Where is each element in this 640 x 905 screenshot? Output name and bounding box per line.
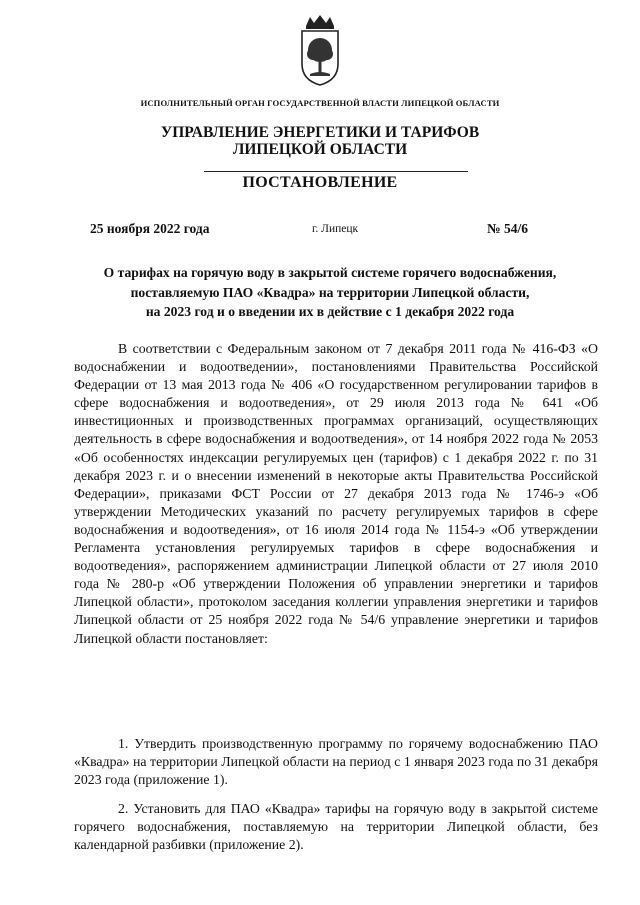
item-2-text: 2. Установить для ПАО «Квадра» тарифы на горячую воду в закрытой системе горячего водоснабжения, поставляемую на территории Липецкой области, без календарной разбивки (приложение 2). [74, 801, 598, 853]
document-date: 25 ноября 2022 года [90, 221, 210, 236]
document-number: № 54/6 [487, 221, 528, 236]
department-line-1: УПРАВЛЕНИЕ ЭНЕРГЕТИКИ И ТАРИФОВ [160, 124, 480, 141]
preamble-text: В соответствии с Федеральным законом от 7 декабря 2011 года № 416-ФЗ «О водоснабжении и водоотведении», постановлениями Правительства Российской Федерации от 13 мая 2013 года № 406 «О государственном регулировании тарифов в сфере водоснабжения и водоотведения», от 29 июля 2013 года № 641 «Об инвестиционных и производственных программах организаций, осуществляющих деятельность в сфере водоснабжения и водоотведения», от 14 ноября 2022 года № 2053 «Об особенностях индексации регулируемых цен (тарифов) с 1 декабря 2022 г. по 31 декабря 2023 г. и о внесении изменений в некоторые акты Правительства Российской Федерации», приказами ФСТ России от 27 декабря 2013 года № 1746-э «Об утверждении Методических указаний по расчету регулируемых тарифов в сфере водоснабжения и водоотведения», от 16 июля 2014 года № 1154-э «Об утверждении Регламента установления регулируемых тарифов в сфере водоснабжения и водоотведения», распоряжением администрации Липецкой области от 27 июля 2010 года № 280-р «Об утверждении Положения об управлении энергетики и тарифов Липецкой области», протоколом заседания коллегии управления энергетики и тарифов Липецкой области от 25 ноября 2022 года № 54/6 управление энергетики и тарифов Липецкой области постановляет: [74, 341, 598, 646]
subject-line-1: О тарифах на горячую воду в закрытой системе горячего водоснабжения, [103, 265, 557, 280]
department-name [0, 124, 640, 158]
subject-line-2: поставляемую ПАО «Квадра» на территории Липецкой области, [130, 284, 530, 300]
item-2-paragraph [74, 800, 598, 854]
authority-name: ИСПОЛНИТЕЛЬНЫЙ ОРГАН ГОСУДАРСТВЕННОЙ ВЛАСТИ ЛИПЕЦКОЙ ОБЛАСТИ [140, 98, 500, 108]
item-1-paragraph [74, 735, 598, 789]
header-divider [204, 171, 468, 172]
document-type: ПОСТАНОВЛЕНИЕ [242, 174, 398, 191]
coat-of-arms-icon [298, 14, 342, 86]
document-subject [60, 263, 600, 322]
subject-line-3: на 2023 год и о введении их в действие с 1 декабря 2022 года [145, 304, 515, 319]
item-1-text: 1. Утвердить производственную программу по горячему водоснабжению ПАО «Квадра» на территории Липецкой области на период с 1 января 2023 года по 31 декабря 2023 года (приложение 1). [74, 736, 598, 788]
department-line-2: ЛИПЕЦКОЙ ОБЛАСТИ [232, 141, 408, 158]
document-city: г. Липецк [312, 223, 359, 235]
preamble-paragraph [74, 340, 598, 648]
